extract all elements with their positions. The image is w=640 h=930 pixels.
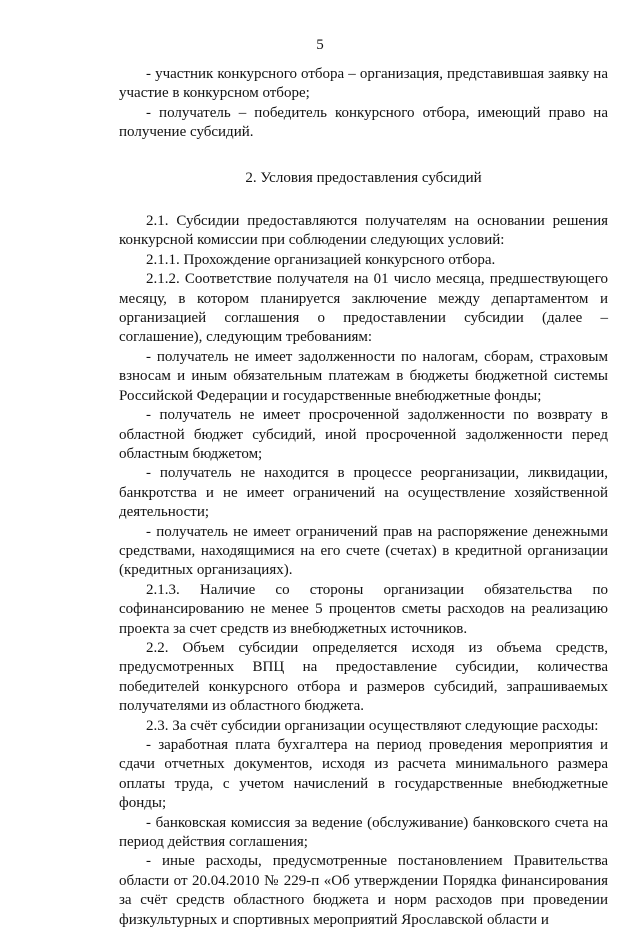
section-heading: 2. Условия предоставления субсидий: [245, 169, 482, 186]
paragraph: 2.3. За счёт субсидии организации осуществляют следующие расходы:: [146, 717, 599, 734]
paragraph: - получатель не находится в процессе реорганизации, ликвидации, банкротства и не имеет ограничений на осуществление хозяйственной деятельности;: [119, 465, 608, 521]
paragraph: - участник конкурсного отбора – организация, представившая заявку на участие в конкурсном отборе;: [119, 66, 608, 102]
paragraph: - получатель – победитель конкурсного отбора, имеющий право на получение субсидий.: [119, 104, 608, 141]
paragraph: - получатель не имеет ограничений прав на распоряжение денежными средствами, находящимися на его счете (счетах) в кредитной организации (кредитных организациях).: [119, 523, 608, 579]
paragraph: - заработная плата бухгалтера на период проведения мероприятия и сдачи отчетных документов, исходя из расчета минимального размера оплаты труда, с учетом начислений в государственные внебюджетные фонды;: [119, 737, 608, 812]
document-body: [119, 65, 608, 930]
paragraph: - банковская комиссия за ведение (обслуживание) банковского счета на период действия соглашения;: [119, 814, 608, 851]
paragraph: 2.2. Объем субсидии определяется исходя из объема средств, предусмотренных ВПЦ на предоставление субсидии, количества победителей конкурсного отбора и размеров субсидий, запрашиваемых получателями из областного бюджета.: [119, 639, 608, 715]
paragraph: 2.1.1. Прохождение организацией конкурсного отбора.: [146, 251, 496, 268]
paragraph: - получатель не имеет просроченной задолженности по возврату в областной бюджет субсидий, иной просроченной задолженности перед областным бюджетом;: [119, 407, 608, 462]
paragraph: 2.1.3. Наличие со стороны организации обязательства по софинансированию не менее 5 процентов сметы расходов на реализацию проекта за счет средств из внебюджетных источников.: [119, 581, 608, 637]
paragraph: 2.1.2. Соответствие получателя на 01 число месяца, предшествующего месяцу, в котором планируется заключение между департаментом и организацией соглашения о предоставлении субсидии (далее – соглашение), следующим требованиям:: [119, 271, 608, 346]
paragraph: - получатель не имеет задолженности по налогам, сборам, страховым взносам и иным обязательным платежам в бюджеты бюджетной системы Российской Федерации и государственные внебюджетные фонды;: [119, 348, 608, 404]
page-number: 5: [316, 37, 324, 53]
paragraph: - иные расходы, предусмотренные постановлением Правительства области от 20.04.2010 № 229-п «Об утверждении Порядка финансирования за счёт средств областного бюджета и норм расходов при проведении физкультурных и спортивных мероприятий Ярославской области и: [119, 853, 608, 928]
paragraph: 2.1. Субсидии предоставляются получателям на основании решения конкурсной комиссии при соблюдении следующих условий:: [119, 213, 608, 249]
